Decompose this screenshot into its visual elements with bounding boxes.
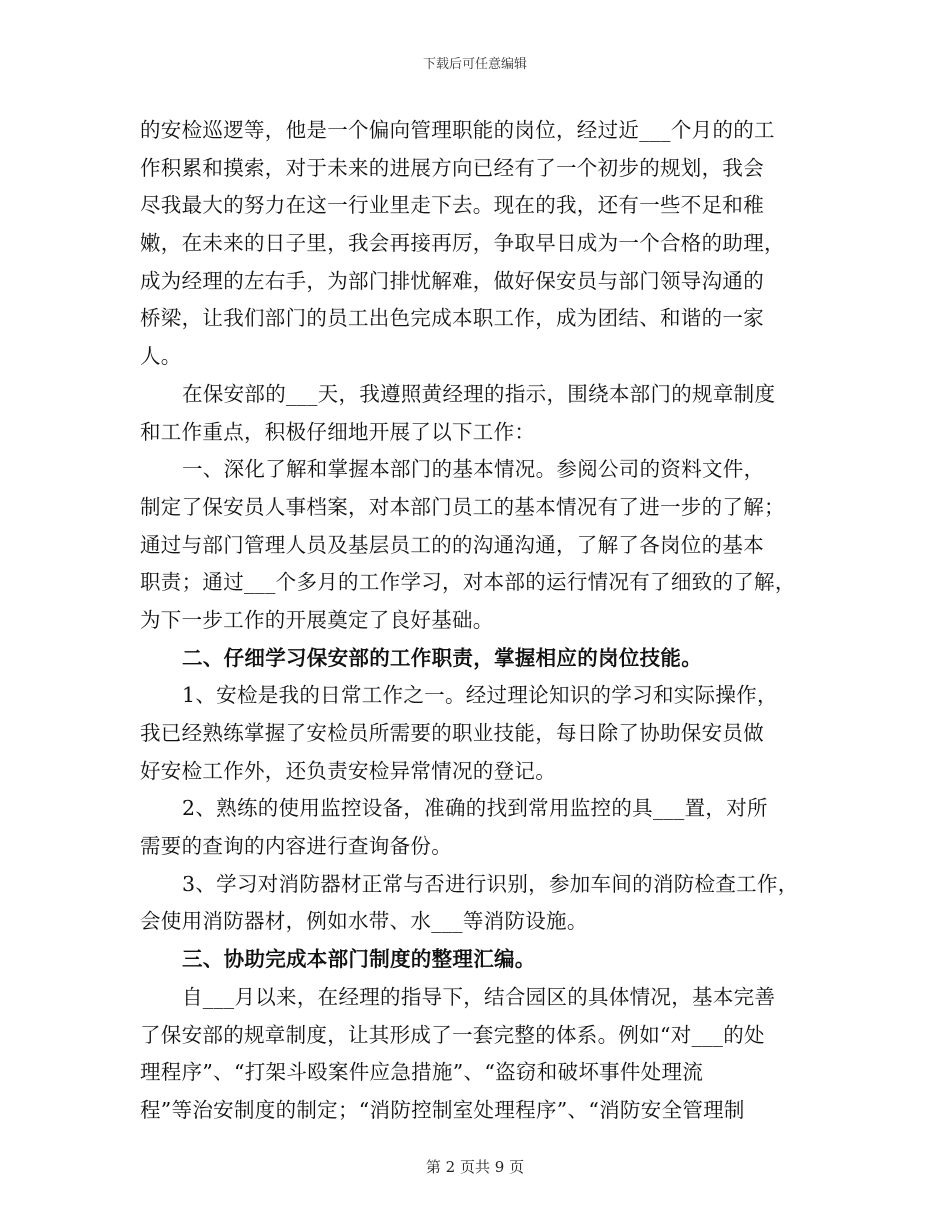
paragraph-line: 尽我最大的努力在这一行业里走下去。现在的我，还有一些不足和稚	[140, 193, 764, 218]
page-header: 下载后可任意编辑	[422, 57, 527, 72]
paragraph-line: 2、熟练的使用监控设备，准确的找到常用监控的具___置，对所	[182, 796, 768, 821]
paragraph-line: 的安检巡逻等，他是一个偏向管理职能的岗位，经过近___个月的的工	[140, 118, 775, 142]
page-footer: 第 2 页共 9 页	[425, 1158, 525, 1176]
section-heading-line: 二、仔细学习保安部的工作职责，掌握相应的岗位技能。	[182, 645, 702, 670]
document-body	[140, 112, 820, 1130]
paragraph-line: 成为经理的左右手，为部门排忧解难，做好保安员与部门领导沟通的	[140, 268, 764, 293]
paragraph-line: 和工作重点，积极仔细地开展了以下工作：	[140, 419, 536, 444]
paragraph-line: 会使用消防器材，例如水带、水___等消防设施。	[140, 909, 588, 934]
paragraph-line: 理程序”、“打架斗殴案件应急措施”、“盗窃和破坏事件处理流	[140, 1060, 704, 1085]
paragraph-line: 自___月以来，在经理的指导下，结合园区的具体情况，基本完善	[182, 984, 776, 1009]
paragraph-line: 制定了保安员人事档案，对本部门员工的基本情况有了进一步的了解；	[140, 494, 785, 519]
paragraph-line: 为下一步工作的开展奠定了良好基础。	[140, 607, 494, 632]
section-heading-line: 三、协助完成本部门制度的整理汇编。	[182, 947, 536, 972]
paragraph-line: 通过与部门管理人员及基层员工的的沟通沟通，了解了各岗位的基本	[140, 532, 764, 557]
paragraph-line: 我已经熟练掌握了安检员所需要的职业技能，每日除了协助保安员做	[140, 721, 764, 745]
paragraph-line: 职责；通过___个多月的工作学习，对本部的运行情况有了细致的了解，	[140, 570, 796, 595]
paragraph-line: 嫩，在未来的日子里，我会再接再厉，争取早日成为一个合格的助理，	[140, 231, 785, 256]
paragraph-line: 一、深化了解和掌握本部门的基本情况。参阅公司的资料文件，	[182, 457, 765, 482]
paragraph-line: 1、安检是我的日常工作之一。经过理论知识的学习和实际操作，	[182, 683, 778, 708]
paragraph-line: 人。	[140, 344, 182, 369]
paragraph-line: 桥梁，让我们部门的员工出色完成本职工作，成为团结、和谐的一家	[140, 306, 764, 331]
paragraph-line: 好安检工作外，还负责安检异常情况的登记。	[140, 758, 556, 783]
paragraph-line: 需要的查询的内容进行查询备份。	[140, 834, 452, 859]
paragraph-line: 作积累和摸索，对于未来的进展方向已经有了一个初步的规划，我会	[140, 155, 764, 180]
paragraph-line: 3、学习对消防器材正常与否进行识别，参加车间的消防检查工作，	[182, 871, 799, 896]
paragraph-line: 程”等治安制度的制定；“消防控制室处理程序”、“消防安全管理制	[140, 1097, 745, 1122]
paragraph-line: 了保安部的规章制度，让其形成了一套完整的体系。例如“对___的处	[140, 1022, 765, 1047]
paragraph-line: 在保安部的___天，我遵照黄经理的指示，围绕本部门的规章制度	[182, 381, 776, 406]
